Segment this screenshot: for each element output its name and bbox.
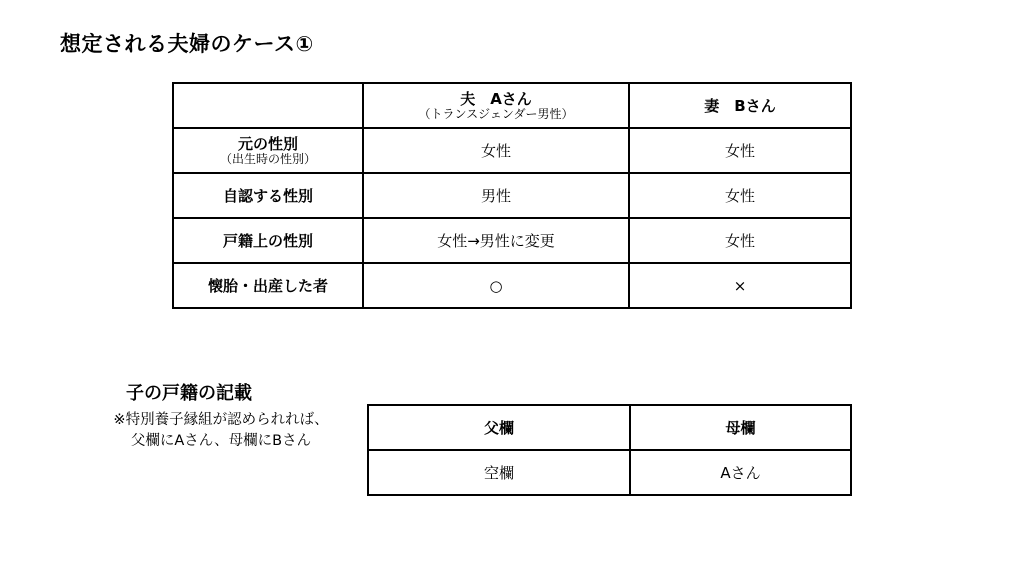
husband-cell: 女性→男性に変更	[363, 218, 629, 263]
table-header-row	[173, 83, 851, 128]
child-record-title: 子の戸籍の記載	[126, 383, 252, 404]
row-label-gender-identity: 自認する性別	[173, 173, 363, 218]
row-label: 元の性別	[237, 135, 298, 153]
mother-value-cell: Aさん	[630, 450, 851, 495]
husband-header	[363, 83, 629, 128]
corner-cell	[173, 83, 363, 128]
child-record-note	[86, 410, 356, 452]
table-row	[173, 263, 851, 308]
table-header-row	[368, 405, 851, 450]
wife-cell: 女性	[629, 128, 851, 173]
row-label-registered-sex: 戸籍上の性別	[173, 218, 363, 263]
row-sublabel: （出生時の性別）	[219, 152, 316, 166]
page-title: 想定される夫婦のケース①	[60, 32, 314, 56]
note-line-2: 父欄にAさん、母欄にBさん	[130, 433, 312, 449]
table-row	[368, 450, 851, 495]
wife-header	[629, 83, 851, 128]
husband-cell: 男性	[363, 173, 629, 218]
father-column-header: 父欄	[368, 405, 630, 450]
row-label-pregnancy: 懐胎・出産した者	[173, 263, 363, 308]
wife-cell: 女性	[629, 173, 851, 218]
table-row	[173, 173, 851, 218]
note-line-1: ※特別養子縁組が認められれば、	[113, 412, 329, 428]
wife-cell: 女性	[629, 218, 851, 263]
husband-header-sub: （トランスジェンダー男性）	[418, 107, 574, 121]
table-row	[173, 218, 851, 263]
husband-cell: 女性	[363, 128, 629, 173]
child-record-table	[367, 404, 852, 496]
mother-column-header: 母欄	[630, 405, 851, 450]
husband-cell: ○	[363, 263, 629, 308]
husband-header-label: 夫 Aさん	[460, 90, 532, 108]
wife-cell: ×	[629, 263, 851, 308]
row-label-original-sex	[173, 128, 363, 173]
case-table	[172, 82, 852, 309]
wife-header-label: 妻 Bさん	[704, 96, 776, 115]
table-row	[173, 128, 851, 173]
father-value-cell: 空欄	[368, 450, 630, 495]
